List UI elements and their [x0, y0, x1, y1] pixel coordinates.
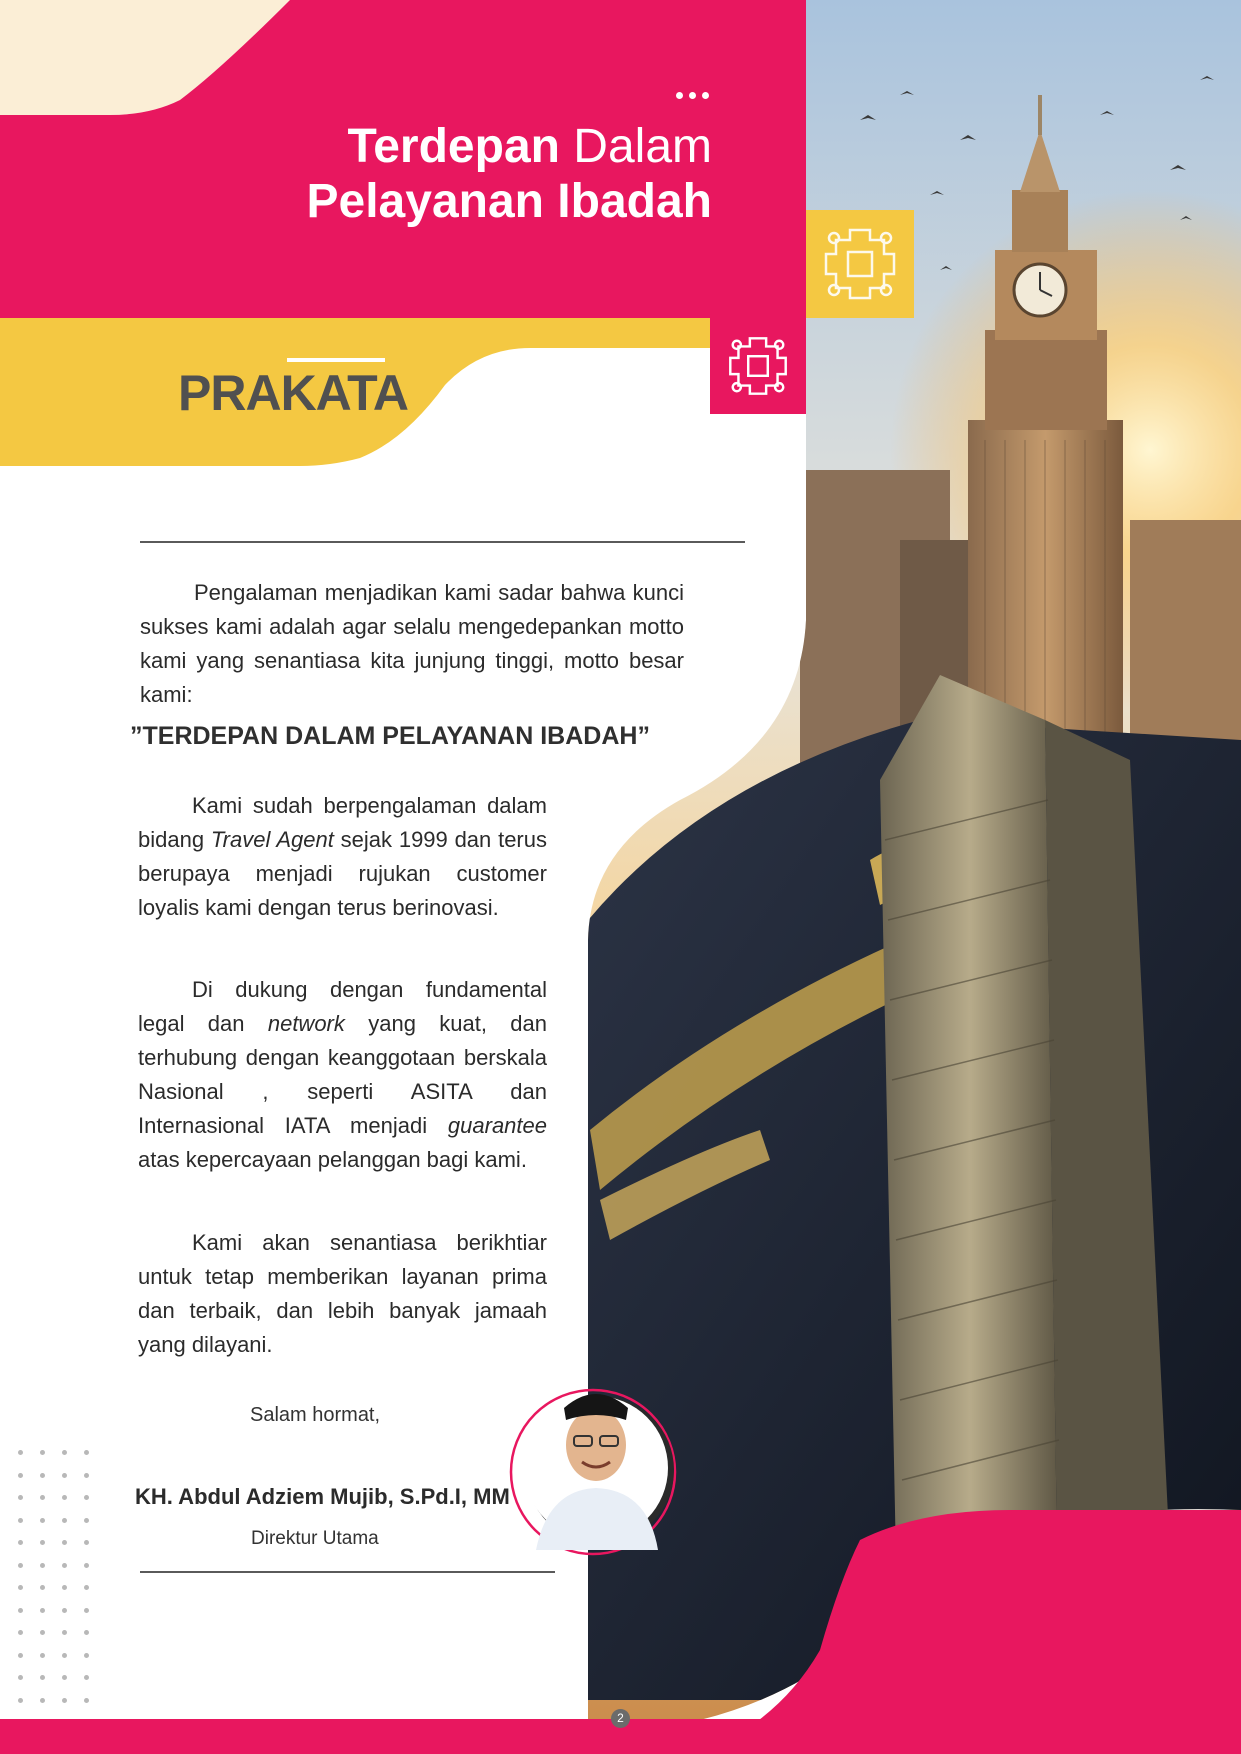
top-divider — [140, 541, 745, 543]
grid-dot — [18, 1563, 23, 1568]
grid-dot — [62, 1540, 67, 1545]
ornament-icon-small — [714, 322, 802, 410]
grid-dot — [40, 1518, 45, 1523]
grid-dot — [62, 1495, 67, 1500]
salutation: Salam hormat, — [250, 1404, 381, 1426]
paragraph-legal: Di dukung dengan fundamental legal dan network yang kuat, dan terhubung dengan keanggotaan berskala Nasional , seperti ASITA dan Internasional IATA menjadi guarantee atas kepercayaan pelanggan bagi kami. — [138, 977, 547, 1172]
grid-dot — [18, 1518, 23, 1523]
grid-dot — [62, 1608, 67, 1613]
header-title-line1: Terdepan Dalam — [347, 120, 712, 173]
motto: ”TERDEPAN DALAM PELAYANAN IBADAH” — [130, 722, 650, 750]
bottom-divider — [140, 1571, 555, 1573]
grid-dot — [84, 1585, 89, 1590]
grid-dot — [18, 1630, 23, 1635]
grid-dot — [40, 1630, 45, 1635]
grid-dot — [84, 1450, 89, 1455]
grid-dot — [84, 1563, 89, 1568]
grid-dot — [62, 1698, 67, 1703]
grid-dot — [84, 1608, 89, 1613]
ornament-icon — [806, 210, 914, 318]
signer-name: KH. Abdul Adziem Mujib, S.Pd.I, MM — [135, 1484, 510, 1509]
grid-dot — [84, 1473, 89, 1478]
section-title: PRAKATA — [178, 365, 409, 421]
section-title-accent — [287, 358, 385, 362]
grid-dot — [18, 1675, 23, 1680]
grid-dot — [18, 1653, 23, 1658]
ellipsis-icon — [676, 92, 712, 100]
grid-dot — [40, 1675, 45, 1680]
grid-dot — [18, 1608, 23, 1613]
grid-dot — [84, 1518, 89, 1523]
grid-dot — [84, 1675, 89, 1680]
grid-dot — [40, 1698, 45, 1703]
grid-dot — [40, 1608, 45, 1613]
grid-dot — [62, 1450, 67, 1455]
grid-dot — [40, 1540, 45, 1545]
grid-dot — [18, 1585, 23, 1590]
grid-dot — [84, 1495, 89, 1500]
grid-dot — [62, 1473, 67, 1478]
grid-dot — [18, 1540, 23, 1545]
paragraph-commitment: Kami akan senantiasa berikhtiar untuk tetap memberikan layanan prima dan terbaik, dan lebih banyak jamaah yang dilayani. — [138, 1230, 547, 1357]
grid-dot — [62, 1653, 67, 1658]
grid-dot — [40, 1585, 45, 1590]
grid-dot — [40, 1450, 45, 1455]
grid-dot — [40, 1473, 45, 1478]
grid-dot — [40, 1495, 45, 1500]
page-number: 2 — [611, 1709, 630, 1728]
grid-dot — [18, 1473, 23, 1478]
grid-dot — [40, 1563, 45, 1568]
grid-dot — [18, 1698, 23, 1703]
grid-dot — [84, 1540, 89, 1545]
grid-dot — [40, 1653, 45, 1658]
grid-dot — [62, 1518, 67, 1523]
signer-title: Direktur Utama — [251, 1528, 379, 1549]
header-title-line2: Pelayanan Ibadah — [306, 175, 712, 228]
paragraph-experience: Kami sudah berpengalaman dalam bidang Travel Agent sejak 1999 dan terus berupaya menjadi rujukan customer loyalis kami dengan terus berinovasi. — [138, 793, 547, 920]
director-portrait — [498, 1350, 698, 1560]
grid-dot — [62, 1630, 67, 1635]
grid-dot — [84, 1630, 89, 1635]
grid-dot — [62, 1675, 67, 1680]
grid-dot — [18, 1450, 23, 1455]
intro-paragraph: Pengalaman menjadikan kami sadar bahwa kunci sukses kami adalah agar selalu mengedepankan motto kami yang senantiasa kita junjung tinggi, motto besar kami: — [140, 580, 684, 707]
grid-dot — [62, 1585, 67, 1590]
grid-dot — [62, 1563, 67, 1568]
grid-dot — [84, 1653, 89, 1658]
grid-dot — [18, 1495, 23, 1500]
grid-dot — [84, 1698, 89, 1703]
